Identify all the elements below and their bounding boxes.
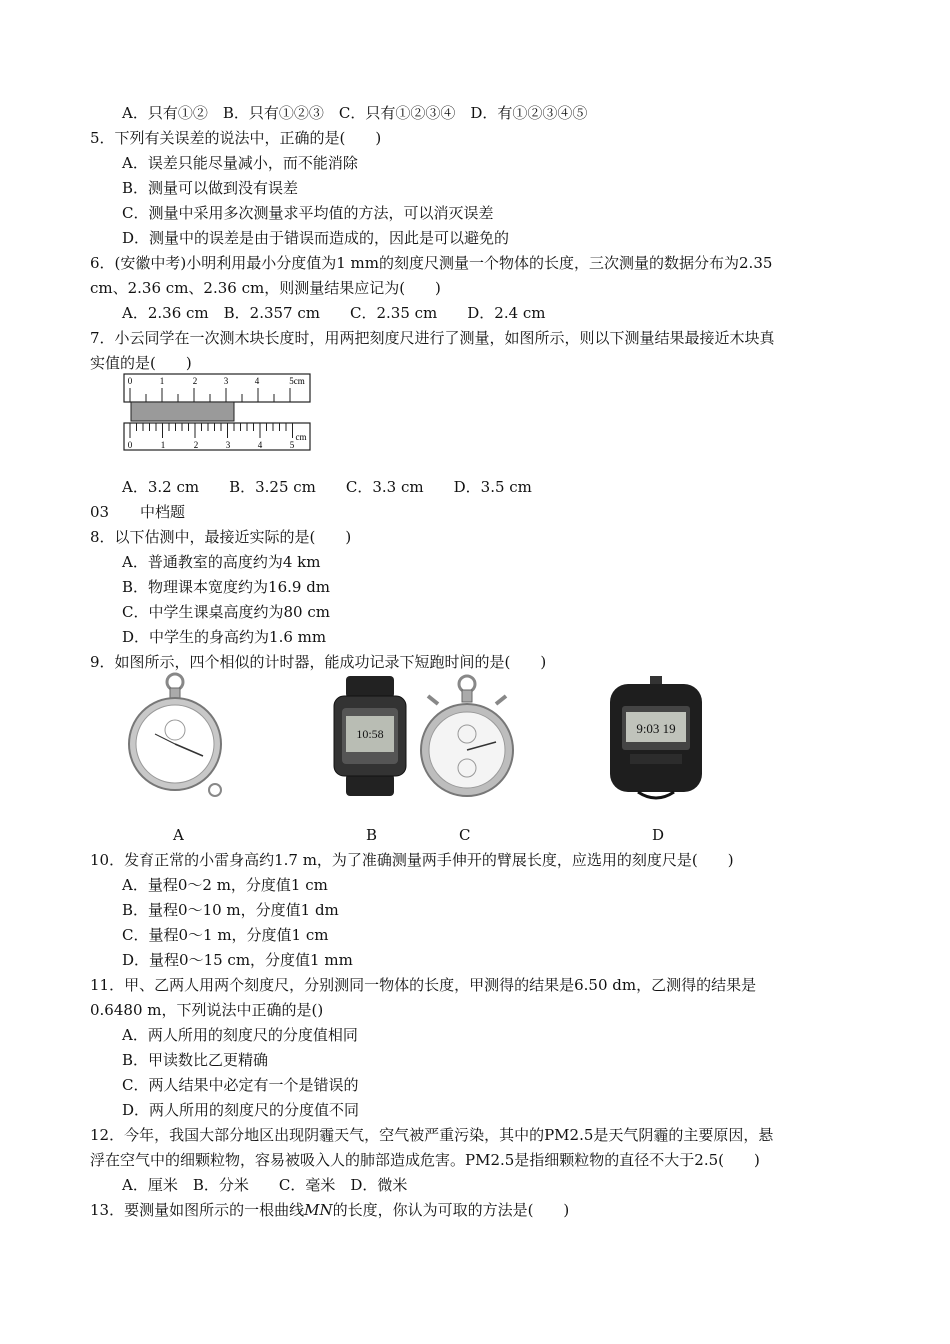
q7-stem-line1: 7．小云同学在一次测木块长度时，用两把刻度尺进行了测量，如图所示，则以下测量结果最接近木块真	[90, 329, 775, 347]
q11-option-c: C．两人结果中必定有一个是错误的	[122, 1076, 359, 1094]
q5-option-b: B．测量可以做到没有误差	[122, 179, 299, 197]
q10-stem: 10．发育正常的小雷身高约1.7 m，为了准确测量两手伸开的臂展长度，应选用的刻度尺是( )	[90, 851, 734, 869]
ruler1-label-1: 1	[159, 376, 165, 386]
ruler2-label-5: 5	[289, 440, 295, 450]
q12-options: A．厘米 B．分米 C．毫米 D．微米	[122, 1176, 408, 1194]
q9-label-a: A	[173, 826, 184, 844]
q13-stem-prefix: 13．要测量如图所示的一根曲线	[90, 1201, 305, 1219]
section-number: 03	[90, 503, 110, 521]
ruler1-label-2: 2	[192, 376, 198, 386]
stopwatch-c-image	[418, 674, 516, 802]
q11-option-d: D．两人所用的刻度尺的分度值不同	[122, 1101, 360, 1119]
ruler1-label-5: 5cm	[289, 376, 305, 386]
q13-stem	[90, 1200, 569, 1220]
q8-option-a: A．普通教室的高度约为4 km	[122, 553, 321, 571]
q6-stem-line2: cm、2.36 cm、2.36 cm，则测量结果应记为( )	[90, 279, 441, 297]
q11-option-b: B．甲读数比乙更精确	[122, 1051, 269, 1069]
q12-stem-line2: 浮在空气中的细颗粒物，容易被吸入人的肺部造成危害。PM2.5是指细颗粒物的直径不大于2.5( )	[90, 1151, 760, 1169]
q4-options: A．只有①② B．只有①②③ C．只有①②③④ D．有①②③④⑤	[122, 104, 588, 122]
q7-stem-line2: 实值的是( )	[90, 354, 192, 372]
ruler2-label-2: 2	[193, 440, 199, 450]
q8-stem: 8．以下估测中，最接近实际的是( )	[90, 528, 352, 546]
q5-option-a: A．误差只能尽量减小，而不能消除	[122, 154, 358, 172]
section-title: 中档题	[140, 503, 186, 521]
q12-stem-line1: 12．今年，我国大部分地区出现阴霾天气，空气被严重污染，其中的PM2.5是天气阴霾的主要原因，悬	[90, 1126, 774, 1144]
q6-options: A．2.36 cm B．2.357 cm C．2.35 cm D．2.4 cm	[122, 304, 546, 322]
q5-stem: 5．下列有关误差的说法中，正确的是( )	[90, 129, 382, 147]
q6-stem-line1: 6．(安徽中考)小明利用最小分度值为1 mm的刻度尺测量一个物体的长度，三次测量的数据分布为2.35	[90, 254, 773, 272]
ruler2-unit: cm	[295, 432, 307, 442]
ruler-figure	[118, 372, 318, 454]
q11-option-a: A．两人所用的刻度尺的分度值相同	[122, 1026, 358, 1044]
q9-label-c: C	[459, 826, 471, 844]
q11-stem-line2: 0.6480 m，下列说法中正确的是()	[90, 1001, 324, 1019]
digital-stopwatch-d-image	[608, 676, 704, 802]
q11-stem-line1: 11．甲、乙两人用两个刻度尺，分别测同一物体的长度，甲测得的结果是6.50 dm，乙测得的结果是	[90, 976, 757, 994]
ruler2-label-1: 1	[160, 440, 166, 450]
ruler2-label-0: 0	[127, 440, 133, 450]
wood-block	[131, 402, 234, 421]
ruler1-label-4: 4	[254, 376, 260, 386]
q7-options: A．3.2 cm B．3.25 cm C．3.3 cm D．3.5 cm	[122, 478, 532, 496]
q13-stem-suffix: 的长度，你认为可取的方法是( )	[332, 1201, 570, 1219]
q8-option-c: C．中学生课桌高度约为80 cm	[122, 603, 330, 621]
digital-watch-b-image	[330, 676, 410, 796]
q10-option-a: A．量程0～2 m，分度值1 cm	[122, 876, 328, 894]
q9-label-b: B	[366, 826, 378, 844]
ruler1-label-0: 0	[127, 376, 133, 386]
q13-curve-name: MN	[304, 1201, 333, 1219]
q9-label-d: D	[652, 826, 665, 844]
q8-option-d: D．中学生的身高约为1.6 mm	[122, 628, 327, 646]
ruler1-label-3: 3	[223, 376, 229, 386]
watch-d-display: 9:03 19	[636, 721, 676, 736]
ruler2-label-3: 3	[225, 440, 231, 450]
q8-option-b: B．物理课本宽度约为16.9 dm	[122, 578, 331, 596]
stopwatch-a-image	[125, 672, 225, 802]
q9-stem: 9．如图所示，四个相似的计时器，能成功记录下短跑时间的是( )	[90, 653, 547, 671]
q10-option-c: C．量程0～1 m，分度值1 cm	[122, 926, 329, 944]
q5-option-c: C．测量中采用多次测量求平均值的方法，可以消灭误差	[122, 204, 494, 222]
ruler2-label-4: 4	[257, 440, 263, 450]
q5-option-d: D．测量中的误差是由于错误而造成的，因此是可以避免的	[122, 229, 510, 247]
watch-b-display: 10:58	[356, 727, 384, 741]
q10-option-d: D．量程0～15 cm，分度值1 mm	[122, 951, 353, 969]
q10-option-b: B．量程0～10 m，分度值1 dm	[122, 901, 339, 919]
